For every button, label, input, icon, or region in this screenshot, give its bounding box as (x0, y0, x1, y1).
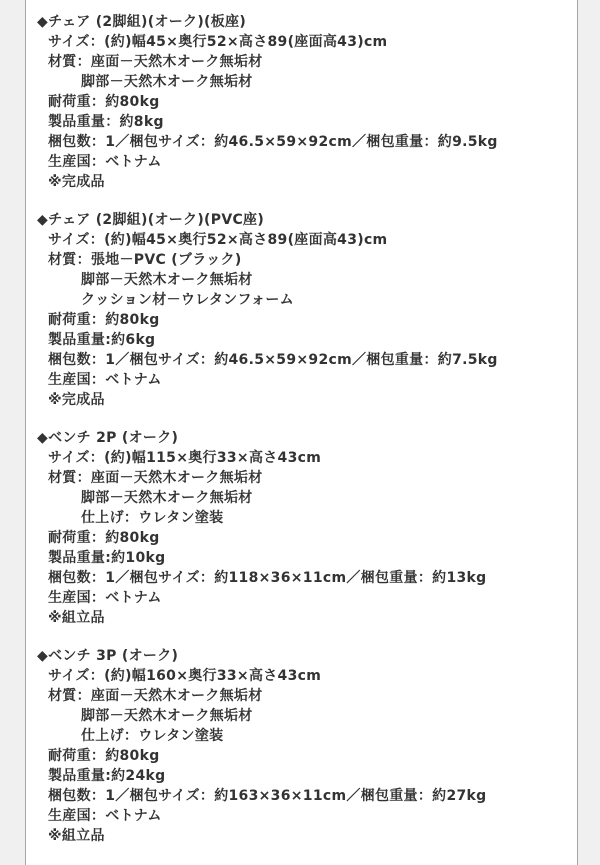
spec-section (26, 646, 577, 846)
spec-line: サイズ：(約)幅45×奥行52×高さ89(座面高43)cm (48, 232, 388, 248)
spec-line: 材質：座面－天然木オーク無垢材 (48, 54, 263, 70)
spec-section (26, 210, 577, 410)
spec-line: サイズ：(約)幅115×奥行33×高さ43cm (48, 450, 322, 466)
spec-line: ※組立品 (48, 610, 105, 626)
spec-line: 耐荷重：約80kg (48, 530, 160, 546)
spec-section (26, 428, 577, 628)
product-spec-panel (25, 0, 578, 865)
spec-line: ※完成品 (48, 174, 105, 190)
spec-line: 材質：座面－天然木オーク無垢材 (48, 470, 263, 486)
spec-line: 梱包数：1／梱包サイズ：約118×36×11cm／梱包重量：約13kg (48, 570, 487, 586)
spec-line: 梱包数：1／梱包サイズ：約46.5×59×92cm／梱包重量：約9.5kg (48, 134, 498, 150)
spec-line: 製品重量:約24kg (48, 768, 166, 784)
spec-line: 生産国：ベトナム (48, 154, 162, 170)
spec-line: 梱包数：1／梱包サイズ：約46.5×59×92cm／梱包重量：約7.5kg (48, 352, 498, 368)
spec-line: 脚部－天然木オーク無垢材 (81, 490, 253, 506)
spec-line: 脚部－天然木オーク無垢材 (81, 74, 253, 90)
spec-line: ※完成品 (48, 392, 105, 408)
spec-line: 製品重量:約10kg (48, 550, 166, 566)
spec-line: 生産国：ベトナム (48, 808, 162, 824)
spec-line: 材質：座面－天然木オーク無垢材 (48, 688, 263, 704)
spec-line: 材質：張地－PVC (ブラック) (48, 252, 242, 268)
section-title: ◆チェア (2脚組)(オーク)(板座) (37, 14, 247, 30)
spec-line: 仕上げ：ウレタン塗装 (81, 728, 224, 744)
spec-line: 生産国：ベトナム (48, 372, 162, 388)
section-title: ◆ベンチ 3P (オーク) (37, 648, 179, 664)
spec-line: 耐荷重：約80kg (48, 748, 160, 764)
spec-line: 耐荷重：約80kg (48, 94, 160, 110)
spec-line: サイズ：(約)幅160×奥行33×高さ43cm (48, 668, 322, 684)
spec-line: ※組立品 (48, 828, 105, 844)
spec-line: 製品重量:約6kg (48, 332, 156, 348)
spec-line: 脚部－天然木オーク無垢材 (81, 708, 253, 724)
spec-line: クッション材－ウレタンフォーム (81, 292, 294, 308)
spec-line: 耐荷重：約80kg (48, 312, 160, 328)
spec-line: 製品重量：約8kg (48, 114, 164, 130)
spec-line: 生産国：ベトナム (48, 590, 162, 606)
spec-line: 脚部－天然木オーク無垢材 (81, 272, 253, 288)
section-title: ◆ベンチ 2P (オーク) (37, 430, 179, 446)
spec-sections (26, 12, 577, 846)
section-title: ◆チェア (2脚組)(オーク)(PVC座) (37, 212, 265, 228)
spec-line: サイズ：(約)幅45×奥行52×高さ89(座面高43)cm (48, 34, 388, 50)
spec-line: 仕上げ：ウレタン塗装 (81, 510, 224, 526)
spec-section (26, 12, 577, 192)
spec-line: 梱包数：1／梱包サイズ：約163×36×11cm／梱包重量：約27kg (48, 788, 487, 804)
